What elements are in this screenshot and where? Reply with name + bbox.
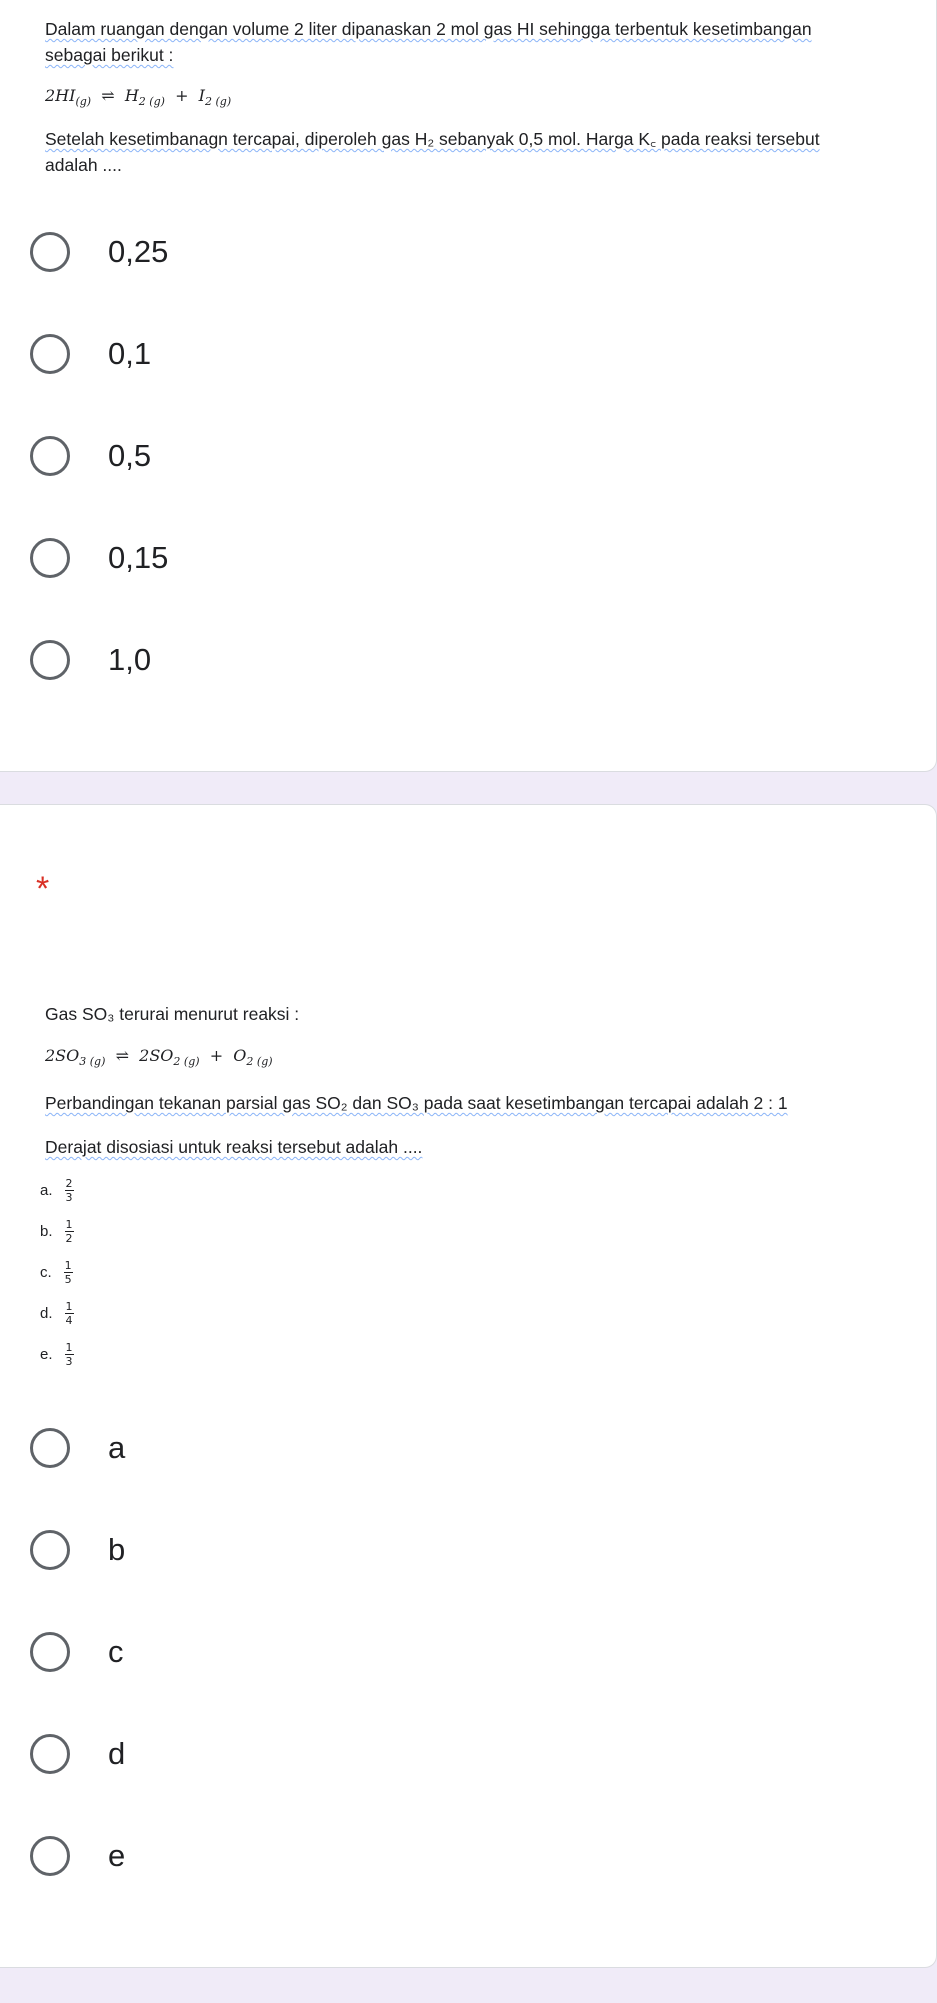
- q1-option-0-1[interactable]: [30, 328, 430, 380]
- option-label: 0,1: [108, 336, 152, 371]
- question-2-intro: Gas SO₃ terurai menurut reaksi :: [45, 1004, 300, 1024]
- question-1-text-line-1: Dalam ruangan dengan volume 2 liter dipanaskan 2 mol gas HI sehingga terbentuk kesetimbangan: [45, 19, 812, 39]
- radio-button-icon[interactable]: [30, 232, 70, 272]
- q1-option-1-0[interactable]: [30, 634, 430, 686]
- question-2-equation: $2SO_{3 (g)}$ ⇌ $2SO_{2 (g)} + O_{2 (g)}$: [45, 1046, 273, 1069]
- q2-option-e[interactable]: [30, 1830, 430, 1882]
- choice-c: c. $\frac{1}{5}$: [40, 1259, 72, 1286]
- choice-b: b. $\frac{1}{2}$: [40, 1218, 73, 1245]
- fraction: $\frac{1}{4}$: [65, 1300, 73, 1327]
- q2-option-c[interactable]: [30, 1626, 430, 1678]
- question-1-result-line-1: Setelah kesetimbanagn tercapai, diperoleh gas H₂ sebanyak 0,5 mol. Harga K꜀ pada reaksi tersebut: [45, 129, 820, 149]
- question-1-result-line-2: adalah ....: [45, 155, 122, 175]
- radio-button-icon[interactable]: [30, 640, 70, 680]
- radio-button-icon[interactable]: [30, 436, 70, 476]
- option-label: e: [108, 1838, 126, 1873]
- option-label: a: [108, 1430, 126, 1465]
- choice-e: e. $\frac{1}{3}$: [40, 1341, 73, 1368]
- choice-d: d. $\frac{1}{4}$: [40, 1300, 73, 1327]
- fraction: $\frac{1}{5}$: [64, 1259, 72, 1286]
- q1-option-0-15[interactable]: [30, 532, 430, 584]
- radio-button-icon[interactable]: [30, 538, 70, 578]
- fraction: $\frac{1}{3}$: [65, 1341, 73, 1368]
- question-card-2: [0, 804, 937, 1968]
- option-label: 0,5: [108, 438, 152, 473]
- option-label: 1,0: [108, 642, 152, 677]
- q2-option-b[interactable]: [30, 1524, 430, 1576]
- option-label: 0,25: [108, 234, 169, 269]
- option-label: c: [108, 1634, 124, 1669]
- radio-button-icon[interactable]: [30, 1428, 70, 1468]
- radio-button-icon[interactable]: [30, 1734, 70, 1774]
- required-asterisk: *: [36, 870, 50, 908]
- question-1-text-line-2: sebagai berikut :: [45, 45, 174, 65]
- radio-button-icon[interactable]: [30, 1836, 70, 1876]
- q1-option-0-25[interactable]: [30, 226, 430, 278]
- q2-option-a[interactable]: [30, 1422, 430, 1474]
- question-2-question-text: Derajat disosiasi untuk reaksi tersebut adalah ....: [45, 1137, 423, 1157]
- q2-option-d[interactable]: [30, 1728, 430, 1780]
- fraction: $\frac{1}{2}$: [65, 1218, 73, 1245]
- choice-a: a. $\frac{2}{3}$: [40, 1177, 73, 1204]
- question-1-equation: $2HI_{(g)}$ ⇌ $H_{2 (g)} + I_{2 (g)}$: [45, 86, 232, 109]
- fraction: $\frac{2}{3}$: [65, 1177, 73, 1204]
- radio-button-icon[interactable]: [30, 1632, 70, 1672]
- option-label: 0,15: [108, 540, 169, 575]
- q1-option-0-5[interactable]: [30, 430, 430, 482]
- option-label: d: [108, 1736, 126, 1771]
- radio-button-icon[interactable]: [30, 1530, 70, 1570]
- radio-button-icon[interactable]: [30, 334, 70, 374]
- question-2-ratio-text: Perbandingan tekanan parsial gas SO₂ dan SO₃ pada saat kesetimbangan tercapai adalah 2 : 1: [45, 1093, 788, 1113]
- option-label: b: [108, 1532, 126, 1567]
